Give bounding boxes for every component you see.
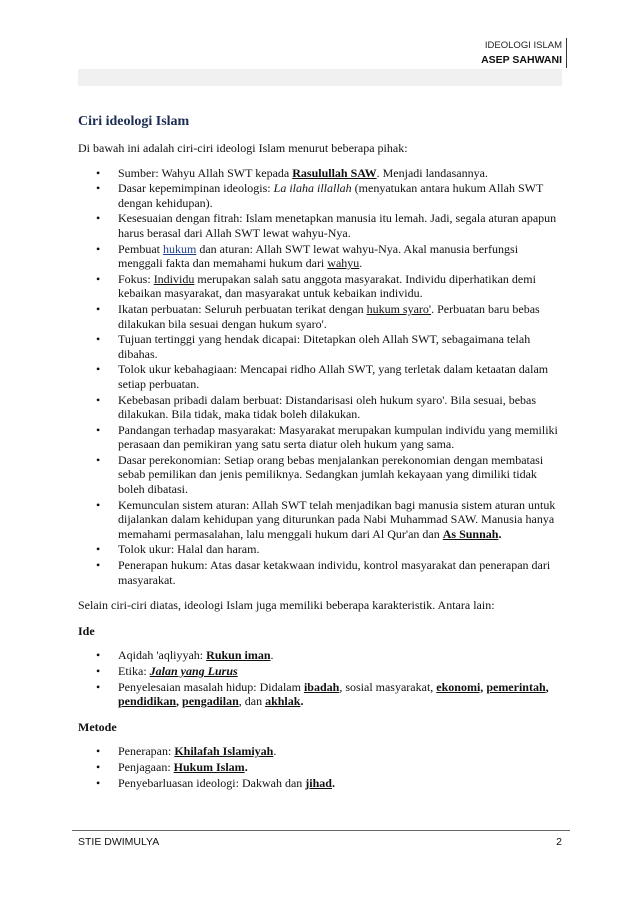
pemerintah-link[interactable]: pemerintah	[486, 679, 546, 694]
list-item: • Aqidah 'aqliyyah: Rukun iman.	[118, 648, 564, 663]
page-number: 2	[556, 836, 562, 848]
rukun-iman-link[interactable]: Rukun iman	[206, 648, 271, 663]
list-item: • Sumber: Wahyu Allah SWT kepada Rasulullah SAW. Menjadi landasannya.	[118, 166, 564, 181]
ibadah-link[interactable]: ibadah	[303, 679, 340, 694]
list-item: • Tolok ukur kebahagiaan: Mencapai ridho Allah SWT, yang terletak dalam ketaatan dalam setiap perbuatan.	[118, 362, 564, 391]
ekonomi-link[interactable]: ekonomi,	[436, 679, 484, 694]
ciri-list	[78, 166, 564, 588]
pendidikan-link[interactable]: pendidikan	[118, 694, 177, 709]
document-body	[78, 113, 564, 791]
hukum-syaro-link[interactable]: hukum syaro'	[366, 301, 432, 316]
list-item: • Penyelesaian masalah hidup: Didalam ibadah, sosial masyarakat, ekonomi, pemerintah, pendidikan, pengadilan, dan akhlak.	[118, 680, 564, 709]
jihad-link[interactable]: jihad	[305, 775, 332, 790]
list-item: • Tolok ukur: Halal dan haram.	[118, 542, 564, 557]
intro-paragraph: Di bawah ini adalah ciri-ciri ideologi Islam menurut beberapa pihak:	[78, 141, 408, 155]
list-item: • Penyebarluasan ideologi: Dakwah dan jihad.	[118, 776, 564, 791]
as-sunnah-link[interactable]: As Sunnah	[442, 526, 499, 541]
list-item: • Penerapan: Khilafah Islamiyah.	[118, 744, 564, 759]
list-item: • Penerapan hukum: Atas dasar ketakwaan individu, kontrol masyarakat dan penerapan dari masyarakat.	[118, 558, 564, 587]
list-item: • Kebebasan pribadi dalam berbuat: Distandarisasi oleh hukum syaro'. Bila sesuai, bebas dilakukan. Bila tidak, maka tidak boleh dilakukan.	[118, 393, 564, 422]
list-item: • Dasar kepemimpinan ideologis: La ilaha illallah (menyatukan antara hukum Allah SWT dengan kehidupan).	[118, 181, 564, 210]
karakteristik-paragraph: Selain ciri-ciri diatas, ideologi Islam juga memiliki beberapa karakteristik. Antara lain:	[78, 598, 495, 613]
khilafah-link[interactable]: Khilafah Islamiyah	[174, 744, 274, 759]
list-item: • Dasar perekonomian: Setiap orang bebas menjalankan perekonomian dengan membatasi sebab pemilikan dan jenis pemiliknya. Sedangkan jumlah kekayaan yang dimiliki tidak boleh dibatasi.	[118, 453, 564, 497]
list-item: • Etika: Jalan yang Lurus	[118, 664, 564, 679]
jalan-yang-lurus-link[interactable]: Jalan yang Lurus	[149, 664, 238, 678]
header-divider	[566, 38, 567, 68]
list-item: • Pembuat hukum dan aturan: Allah SWT lewat wahyu-Nya. Akal manusia berfungsi menggali fakta dan memahami hukum dari wahyu.	[118, 242, 564, 271]
header-author: ASEP SAHWANI	[481, 54, 562, 66]
footer-institution: STIE DWIMULYA	[78, 836, 160, 848]
list-item: • Fokus: Individu merupakan salah satu anggota masyarakat. Individu diperhatikan demi kebaikan masyarakat, dan masyarakat untuk kebaikan individu.	[118, 272, 564, 301]
metode-heading: Metode	[78, 719, 117, 734]
wahyu-link[interactable]: wahyu	[327, 256, 360, 271]
header-doc-title: IDEOLOGI ISLAM	[484, 40, 562, 51]
ide-list	[78, 648, 564, 708]
list-item: • Kemunculan sistem aturan: Allah SWT telah menjadikan bagi manusia sistem aturan untuk dijalankan dalam kehidupan yang diturunkan pada Nabi Muhammad SAW. Manusia hanya memahami permasalahan, lalu menggali hukum dari Al Qur'an dan As Sunnah.	[118, 498, 564, 542]
section-title: Ciri ideologi Islam	[78, 114, 190, 129]
footer-divider	[72, 830, 570, 831]
list-item: • Pandangan terhadap masyarakat: Masyarakat merupakan kumpulan individu yang memiliki perasaan dan pemikiran yang satu serta diatur oleh hukum yang sama.	[118, 423, 564, 452]
hukum-islam-link[interactable]: Hukum Islam	[173, 759, 245, 774]
ide-heading: Ide	[78, 623, 95, 638]
pengadilan-link[interactable]: pengadilan	[182, 694, 239, 709]
list-item: • Kesesuaian dengan fitrah: Islam menetapkan manusia itu lemah. Jadi, segala aturan apapun harus berasal dari Allah SWT lewat wahyu-Nya.	[118, 211, 564, 240]
individu-link[interactable]: Individu	[153, 271, 195, 286]
hukum-link[interactable]: hukum	[163, 241, 197, 256]
list-item: • Ikatan perbuatan: Seluruh perbuatan terikat dengan hukum syaro'. Perbuatan baru bebas dilakukan bila sesuai dengan hukum syaro'.	[118, 302, 564, 331]
list-item: • Tujuan tertinggi yang hendak dicapai: Ditetapkan oleh Allah SWT, sebagaimana telah dibahas.	[118, 332, 564, 361]
akhlak-link[interactable]: akhlak	[265, 694, 301, 709]
header-band	[78, 69, 562, 86]
metode-list	[78, 744, 564, 790]
rasulullah-link[interactable]: Rasulullah SAW	[292, 165, 377, 180]
list-item: • Penjagaan: Hukum Islam.	[118, 760, 564, 775]
